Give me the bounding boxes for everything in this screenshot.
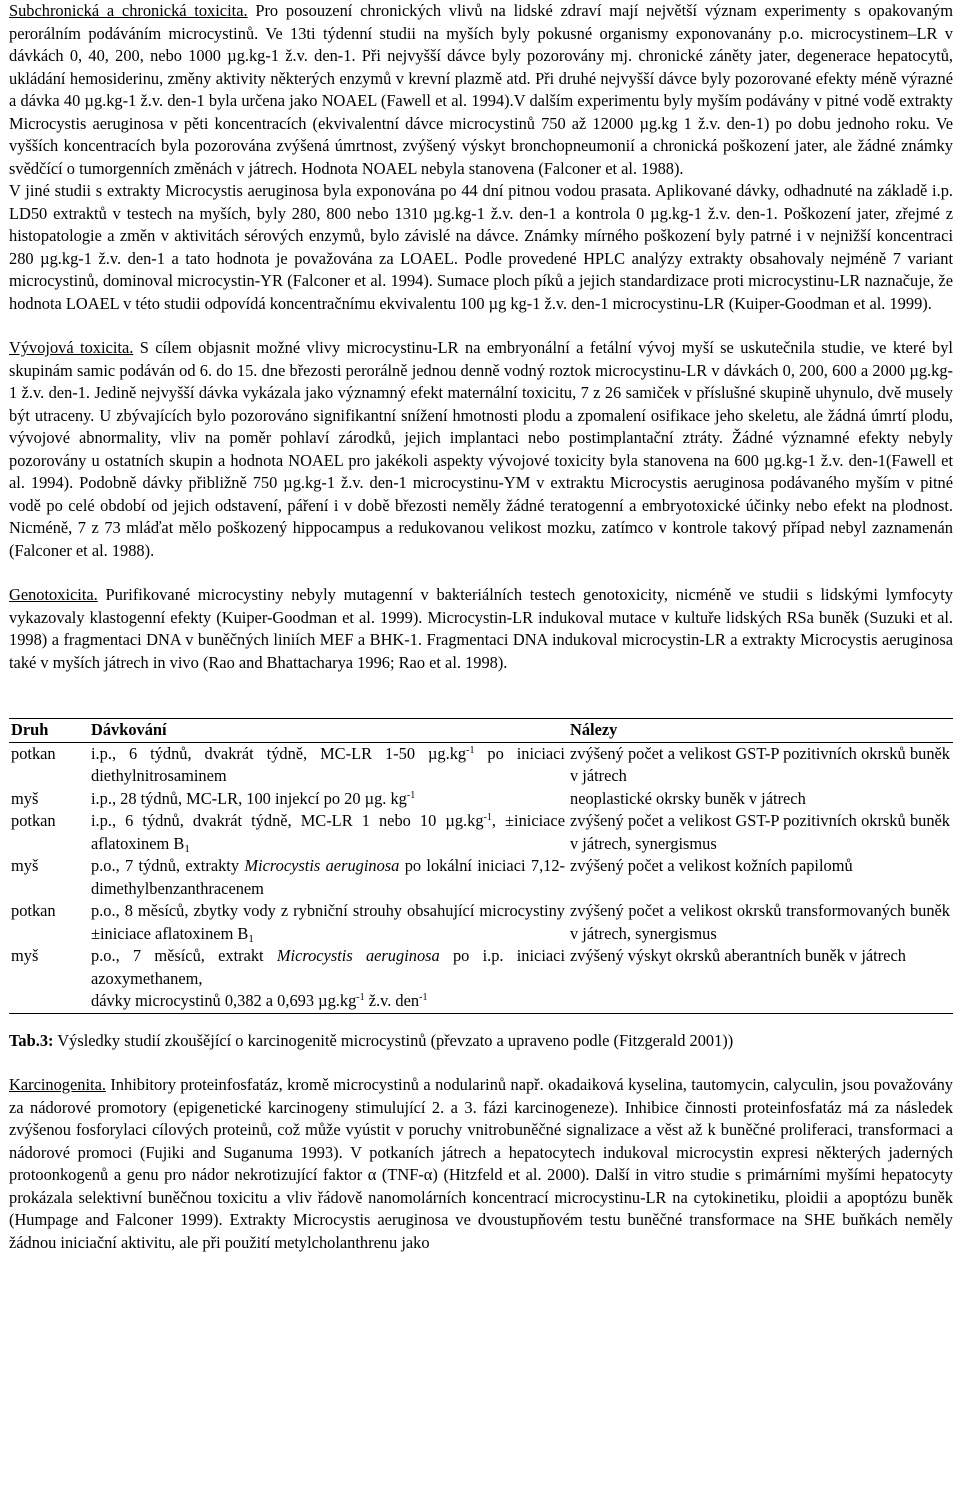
dosing-subscript: 1 — [184, 842, 190, 855]
dosing-text: i.p., 28 týdnů, MC-LR, 100 injekcí po 20 µg. kg — [91, 788, 407, 808]
table-caption — [9, 1030, 953, 1053]
heading-carcinogenicity: Karcinogenita. — [9, 1075, 106, 1094]
dosing-superscript: -1 — [483, 812, 492, 823]
cell-dosing — [89, 810, 568, 855]
table-row — [9, 945, 953, 1013]
table-row — [9, 810, 953, 855]
text-genotoxicity: Purifikované microcystiny nebyly mutagenní v bakteriálních testech genotoxicity, nicméně ve studii s lidskými lymfocyty vykazovaly klastogenní efekty (Kuiper-Goodman et al. 1999). Microcystin-LR indukoval mutace v kultuře lidských RSa buněk (Suzuki et al. 1998) a fragmentaci DNA v buněčných liniích MEF a BHK-1. Fragmentaci DNA indukoval microcystin-LR a extrakty Microcystis aeruginosa také v myších játrech in vivo (Rao and Bhattacharya 1996; Rao et al. 1998). — [9, 585, 953, 672]
dosing-text: dávky microcystinů 0,382 a 0,693 µg.kg — [91, 991, 357, 1010]
paragraph-genotoxicity — [9, 584, 953, 674]
dosing-text: p.o., 7 týdnů, extrakty — [91, 856, 245, 875]
dosing-text: p.o., 7 měsíců, extrakt — [91, 946, 277, 965]
table-wrapper — [9, 718, 953, 1014]
cell-species: potkan — [11, 901, 56, 920]
dosing-subscript: 1 — [248, 932, 254, 945]
paragraph-subchronic-toxicity — [9, 0, 953, 180]
text-developmental-toxicity: S cílem objasnit možné vlivy microcystinu-LR na embryonální a fetální vývoj myší se uskutečnila studie, ve které byl skupinám samic podáván od 6. do 15. dne březosti perorálně jednou denně vodný roztok microcystinu-LR v dávkách 0, 200, 600 a 2000 µg.kg-1 ž.v. den-1. Jedině nejvyšší dávka vykázala jako významný efekt maternální toxicitu, 7 z 26 samiček v příslušné skupině uhynulo, dvě musely být utraceny. U zbývajících bylo pozorováno signifikantní snížení hmotnosti plodu a zpomalení osifikace jeho skeletu, ale žádná úmrtí plodu, vývojové abnormality, vliv na poměr pohlaví zárodků, jejich implantaci nebo postimplantační ztráty. Žádné významné efekty nebyly pozorovány u ostatních skupin a hodnota NOAEL pro jakékoli aspekty vývojové toxicity byla stanovena na 600 µg.kg-1 ž.v. den-1(Fawell et al. 1994). Podobně dávky přibližně 750 µg.kg-1 ž.v. den-1 microcystinu-YM v extraktu Microcystis aeruginosa podávaného myším v pitné vodě po celé období od jejich odstavení, páření i v době březosti neměly žádné teratogenní a embryotoxické účinky nebo efekt na plodnost. Nicméně, 7 z 73 mláďat mělo poškozený hippocampus a redukovanou velikost mozku, zatímco v kontrole takový případ nebyl zaznamenán (Falconer et al. 1988). — [9, 338, 953, 560]
table-row — [9, 788, 953, 811]
carcinogenicity-table — [9, 718, 953, 1014]
dosing-superscript: -1 — [356, 992, 365, 1003]
table-row — [9, 742, 953, 788]
cell-species: potkan — [11, 743, 56, 763]
cell-findings: zvýšený počet a velikost GST-P pozitivních okrsků buněk v játrech — [570, 743, 950, 785]
text-carcinogenicity: Inhibitory proteinfosfatáz, kromě microcystinů a nodularinů např. okadaiková kyselina, tautomycin, calyculin, jsou považovány za nádorové promotory (epigenetické karcinogeny stimulující 2. a 3. fázi karcinogeneze). Inhibice činnosti proteinfosfatáz má za následek zvýšenou fosforylaci cílových proteinů, což může vyústit v poruchy vnitrobuněčné signalizace a věst až k buněčné proliferaci, transformaci a nádorové promoci (Fujiki and Suganuma 1993). V potkaních játrech a hepatocytech indukoval microcystin expresi některých jaderných protoonkogenů a genu pro nádor nekrotizující faktor α (TNF-α) (Hitzfeld et al. 2000). Další in vitro studie s primárními myšími hepatocyty prokázala selektivní buněčnou toxicitu a vliv řádově nanomolárních koncentrací microcystinu-LR na cytokinetiku, ploidii a apoptózu buněk (Humpage and Falconer 1999). Extrakty Microcystis aeruginosa ve dvoustupňovém testu buněčné transformace na SHE buňkách neměly žádnou iniciační aktivitu, ale při použití metylcholanthrenu jako — [9, 1075, 953, 1252]
dosing-text: po lokální iniciaci 7,12-dimethylbenzanthracenem — [91, 856, 566, 898]
header-species: Druh — [9, 719, 89, 743]
dosing-text: i.p., 6 týdnů, dvakrát týdně, MC-LR 1 nebo 10 µg.kg — [91, 811, 484, 830]
paragraph-pig-study: V jiné studii s extrakty Microcystis aeruginosa byla exponována po 44 dní pitnou vodou prasata. Aplikované dávky, odhadnuté na základě i.p. LD50 extraktů v testech na myších, byly 280, 800 nebo 1310 µg.kg-1 ž.v. den-1 a kontrola 0 µg.kg-1 ž.v. den-1. Poškození jater, zřejmé z histopatologie a změn v aktivitách sérových enzymů, bylo závislé na dávce. Známky mírného poškození byly patrné i v nejnižší koncentraci 280 µg.kg-1 ž.v. den-1 a tato hodnota je považována za LOAEL. Podle provedené HPLC analýzy extrakty obsahovaly nejméně 7 variant microcystinů, dominoval microcystin-YR (Falconer et al. 1994). Sumace ploch píků a jejich standardizace proti microcystinu-LR naznačuje, že hodnota LOAEL v této studii odpovídá koncentračnímu ekvivalentu 100 µg kg-1 ž.v. den-1 microcystinu-LR (Kuiper-Goodman et al. 1999). — [9, 181, 953, 313]
cell-findings: zvýšený výskyt okrsků aberantních buněk v játrech — [568, 945, 953, 1013]
dosing-text: po i.p. iniciaci azoxymethanem, — [91, 946, 565, 988]
cell-findings: zvýšený počet a velikost okrsků transformovaných buněk v játrech, synergismus — [570, 901, 950, 943]
table-header-row — [9, 719, 953, 743]
heading-genotoxicity: Genotoxicita. — [9, 585, 98, 604]
paragraph-developmental-toxicity — [9, 337, 953, 562]
cell-dosing — [89, 900, 568, 945]
dosing-superscript: -1 — [406, 789, 416, 801]
heading-subchronic-toxicity: Subchronická a chronická toxicita. — [9, 1, 248, 20]
dosing-superscript: -1 — [419, 992, 428, 1003]
table-row — [9, 855, 953, 900]
dosing-text: p.o., 8 měsíců, zbytky vody z rybniční strouhy obsahující microcystiny ±iniciace aflatoxinem B — [91, 901, 565, 943]
cell-species: myš — [11, 788, 39, 808]
cell-species: potkan — [11, 811, 56, 830]
cell-dosing — [89, 945, 568, 1013]
cell-species: myš — [11, 856, 39, 875]
cell-findings: zvýšený počet a velikost GST-P pozitivních okrsků buněk v játrech, synergismus — [570, 811, 950, 853]
header-dosing: Dávkování — [89, 719, 568, 743]
table-caption-text: Výsledky studií zkoušějící o karcinogenitě microcystinů (převzato a upraveno podle (Fitzgerald 2001)) — [53, 1030, 734, 1050]
cell-dosing — [89, 855, 568, 900]
paragraph-carcinogenicity — [9, 1074, 953, 1254]
dosing-text: i.p., 6 týdnů, dvakrát týdně, MC-LR 1-50 µg.kg — [91, 743, 467, 763]
cell-dosing — [89, 742, 568, 788]
dosing-superscript: -1 — [466, 744, 475, 756]
cell-dosing — [89, 788, 568, 811]
dosing-italic-species: Microcystis aeruginosa — [244, 856, 400, 875]
table-row — [9, 900, 953, 945]
dosing-italic-species: Microcystis aeruginosa — [276, 946, 440, 965]
text-subchronic-toxicity: Pro posouzení chronických vlivů na lidské zdraví mají největší význam experimenty s opakovaným perorálním podáváním microcystinů. Ve 13ti týdenní studii na myších byly pokusné organismy exponovanány p.o. microcystinem–LR v dávkách 0, 40, 200, nebo 1000 µg.kg-1 ž.v. den-1. Při nejvyšší dávce byly pozorovány mj. chronické záněty jater, degenerace hepatocytů, ukládání hemosiderinu, změny aktivity některých enzymů v krevní plazmě atd. Při druhé nejvyšší dávce byly pozorované efekty méně výrazné a dávka 40 µg.kg-1 ž.v. den-1 byla určena jako NOAEL (Fawell et al. 1994).V dalším experimentu byly myším podávány v pitné vodě extrakty Microcystis aeruginosa v pěti koncentracích (ekvivalentní dávce microcystinů 750 až 12000 µg.kg 1 ž.v. den-1) po dobu jednoho roku. Ve vyšších koncentracích byla pozorována zvýšená úmrtnost, zvýšený výskyt bronchopneumonií a chronická poškození jater, ale žádné známky svědčící o tumorgenních změnách v játrech. Hodnota NOAEL nebyla stanovena (Falconer et al. 1988). — [9, 1, 953, 178]
dosing-text: po iniciaci diethylnitrosaminem — [91, 743, 565, 785]
cell-findings: neoplastické okrsky buněk v játrech — [570, 788, 806, 808]
heading-developmental-toxicity: Vývojová toxicita. — [9, 338, 134, 357]
dosing-text: ž.v. den — [364, 991, 420, 1010]
cell-species: myš — [9, 945, 89, 1013]
cell-findings: zvýšený počet a velikost kožních papilomů — [570, 856, 853, 875]
header-findings: Nálezy — [568, 719, 953, 743]
table-caption-label: Tab.3: — [9, 1030, 54, 1050]
dosing-text: , ±iniciace aflatoxinem B — [91, 811, 565, 853]
